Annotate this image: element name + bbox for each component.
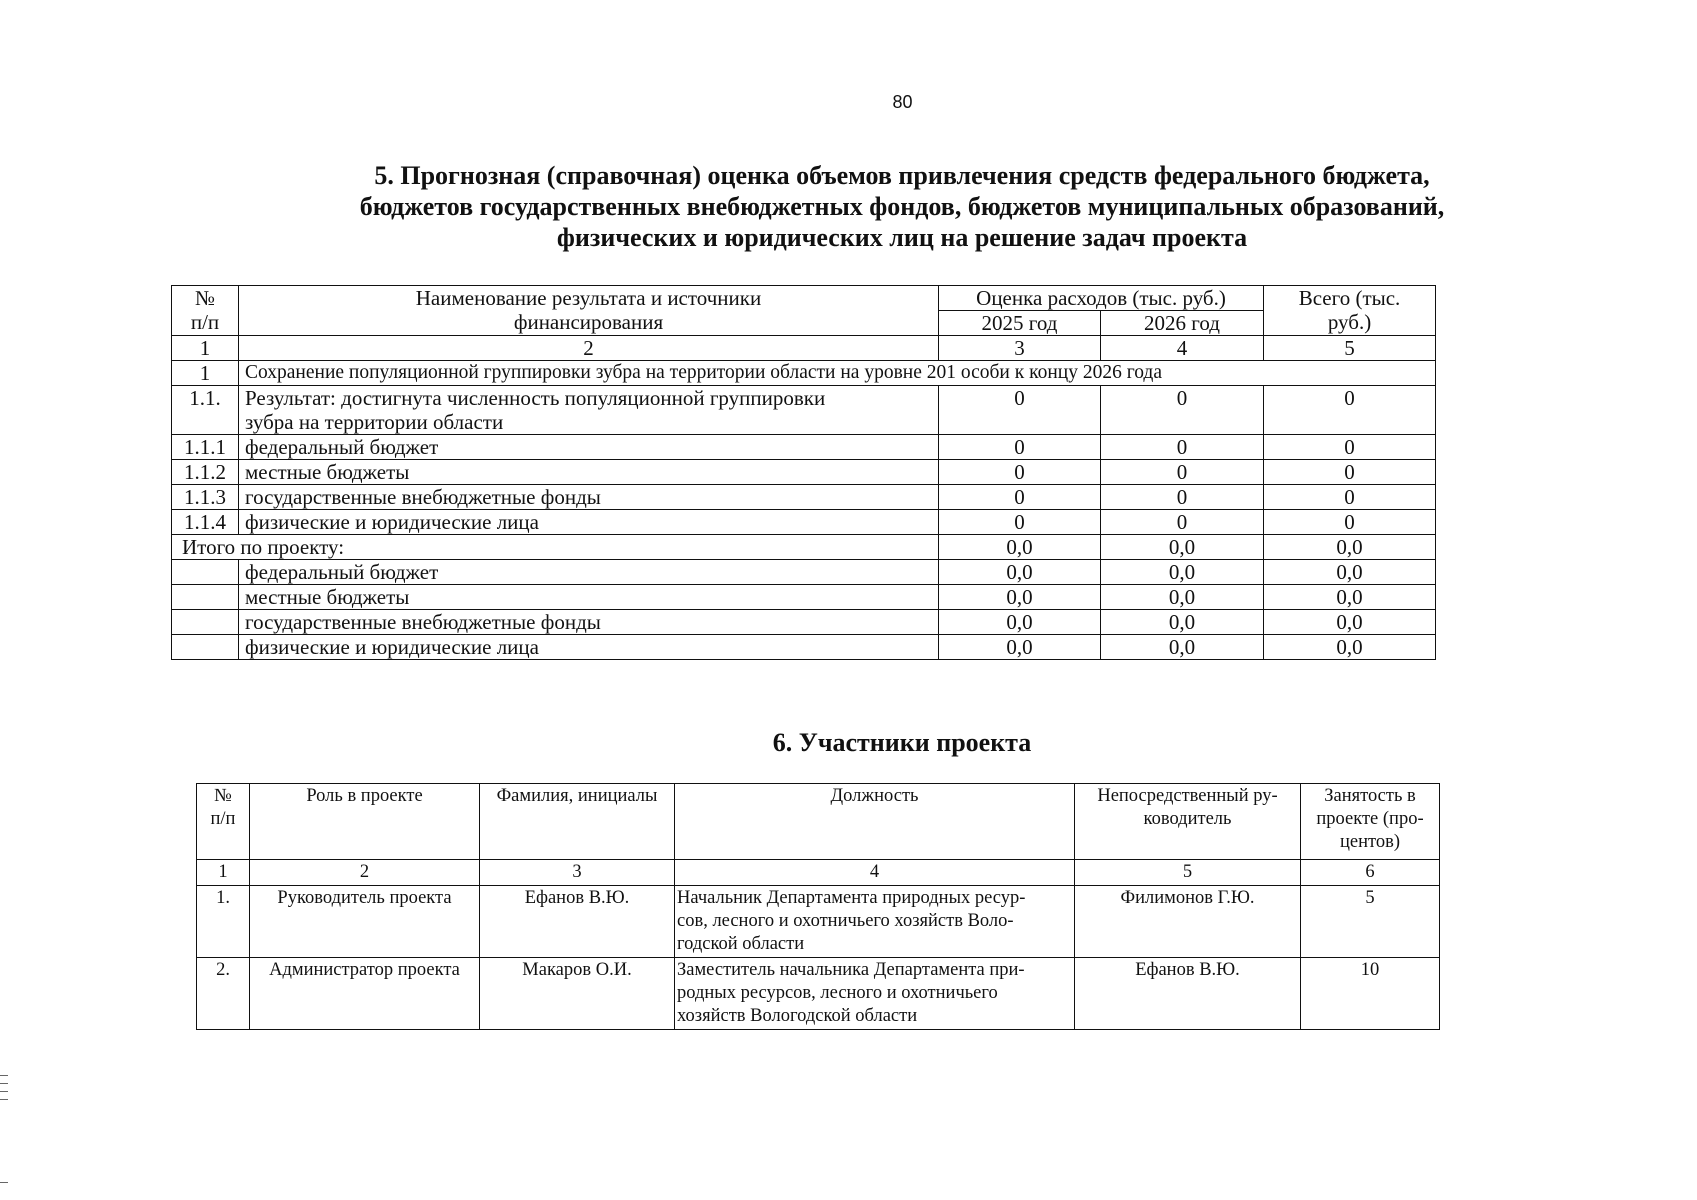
table-row [172,560,1436,585]
source-num: 1.1.4 [172,510,239,535]
funding-table [171,285,1436,660]
result-num: 1.1. [172,386,239,435]
header-total-line: Всего (тыс. [1298,286,1401,310]
total-source-name: местные бюджеты [239,585,939,610]
total-source-2025: 0,0 [939,610,1101,635]
source-total: 0 [1264,510,1436,535]
source-total: 0 [1264,485,1436,510]
section5-title-line: физических и юридических лиц на решение задач проекта [556,223,1248,252]
column-number-row [172,336,1436,361]
table-row [172,485,1436,510]
section5-title [300,160,1504,253]
result-text-line: зубра на территории области [245,410,504,434]
position-line: хозяйств Вологодской области [677,1006,918,1026]
total-total: 0,0 [1264,535,1436,560]
empty-cell [172,585,239,610]
header-employment-line: центов) [1340,832,1400,852]
column-number: 1 [172,336,239,361]
header-total-line: руб.) [1327,310,1372,334]
task-row [172,361,1436,386]
table-row [197,958,1440,1030]
position-line: Начальник Департамента природных ресур- [677,888,1026,908]
source-2025: 0 [939,460,1101,485]
total-source-2026: 0,0 [1101,610,1264,635]
section6-title: 6. Участники проекта [772,728,1032,757]
result-text-line: Результат: достигнута численность популяционной группировки [245,386,826,410]
source-total: 0 [1264,435,1436,460]
page-number: 80 [892,92,913,112]
empty-cell [172,635,239,660]
scan-margin-mark [0,1075,8,1076]
source-num: 1.1.2 [172,460,239,485]
source-2026: 0 [1101,485,1264,510]
source-total: 0 [1264,460,1436,485]
header-total [1264,286,1436,336]
position-line: годской области [677,934,805,954]
total-label: Итого по проекту: [172,535,939,560]
result-2026: 0 [1101,386,1264,435]
header-supervisor [1075,784,1301,860]
column-number: 3 [480,860,675,886]
header-year-2025: 2025 год [939,311,1101,336]
table-row [172,510,1436,535]
column-number: 5 [1264,336,1436,361]
source-2026: 0 [1101,435,1264,460]
total-source-name: физические и юридические лица [239,635,939,660]
task-text: Сохранение популяционной группировки зубра на территории области на уровне 201 особи к концу 2026 года [239,361,1436,386]
column-number: 1 [197,860,250,886]
source-2026: 0 [1101,460,1264,485]
source-name: федеральный бюджет [239,435,939,460]
table-header-row [172,286,1436,311]
total-source-2026: 0,0 [1101,585,1264,610]
position-line: сов, лесного и охотничьего хозяйств Воло- [677,911,1014,931]
source-name: местные бюджеты [239,460,939,485]
result-row [172,386,1436,435]
header-name [239,286,939,336]
participant-supervisor: Филимонов Г.Ю. [1075,886,1301,958]
header-name: Фамилия, инициалы [480,784,675,860]
header-num-line: № [194,286,216,310]
result-text [239,386,939,435]
participants-table [196,783,1440,1030]
participant-num: 1. [197,886,250,958]
table-row [172,460,1436,485]
header-employment-line: Занятость в [1324,786,1416,806]
header-employment [1301,784,1440,860]
column-number: 4 [1101,336,1264,361]
result-total: 0 [1264,386,1436,435]
table-row [197,886,1440,958]
total-source-2025: 0,0 [939,585,1101,610]
scan-margin-mark [0,1091,8,1092]
table-row [172,610,1436,635]
participant-position [675,958,1075,1030]
participant-employment: 5 [1301,886,1440,958]
total-row [172,535,1436,560]
source-2025: 0 [939,485,1101,510]
column-number: 6 [1301,860,1440,886]
column-number: 3 [939,336,1101,361]
total-source-name: государственные внебюджетные фонды [239,610,939,635]
participant-position [675,886,1075,958]
column-number: 2 [250,860,480,886]
table-header-row [197,784,1440,860]
participant-name: Ефанов В.Ю. [480,886,675,958]
empty-cell [172,610,239,635]
total-2025: 0,0 [939,535,1101,560]
total-source-2026: 0,0 [1101,560,1264,585]
table-row [172,635,1436,660]
source-num: 1.1.1 [172,435,239,460]
header-estimate: Оценка расходов (тыс. руб.) [939,286,1264,311]
header-num-line: п/п [210,809,236,829]
header-employment-line: проекте (про- [1316,809,1424,829]
participant-name: Макаров О.И. [480,958,675,1030]
header-name-line: Наименование результата и источники [415,286,762,310]
column-number-row [197,860,1440,886]
header-role: Роль в проекте [250,784,480,860]
source-name: физические и юридические лица [239,510,939,535]
source-num: 1.1.3 [172,485,239,510]
task-num: 1 [172,361,239,386]
participant-supervisor: Ефанов В.Ю. [1075,958,1301,1030]
participant-employment: 10 [1301,958,1440,1030]
position-line: Заместитель начальника Департамента при- [677,960,1025,980]
column-number: 4 [675,860,1075,886]
total-source-total: 0,0 [1264,560,1436,585]
section5-title-line: 5. Прогнозная (справочная) оценка объемов привлечения средств федерального бюджета, [374,161,1430,190]
header-supervisor-line: ководитель [1143,809,1232,829]
participant-num: 2. [197,958,250,1030]
header-position: Должность [675,784,1075,860]
header-num [172,286,239,336]
empty-cell [172,560,239,585]
source-name: государственные внебюджетные фонды [239,485,939,510]
source-2025: 0 [939,435,1101,460]
total-source-2025: 0,0 [939,635,1101,660]
total-source-2026: 0,0 [1101,635,1264,660]
position-line: родных ресурсов, лесного и охотничьего [677,983,998,1003]
result-2025: 0 [939,386,1101,435]
header-year-2026: 2026 год [1101,311,1264,336]
scan-margin-mark [0,1099,8,1100]
scan-margin-mark [0,1182,8,1183]
scan-margin-mark [0,1083,8,1084]
table-row [172,435,1436,460]
column-number: 2 [239,336,939,361]
table-row [172,585,1436,610]
source-2026: 0 [1101,510,1264,535]
total-source-total: 0,0 [1264,585,1436,610]
column-number: 5 [1075,860,1301,886]
source-2025: 0 [939,510,1101,535]
total-source-total: 0,0 [1264,610,1436,635]
participant-role: Администратор проекта [250,958,480,1030]
total-source-name: федеральный бюджет [239,560,939,585]
total-source-total: 0,0 [1264,635,1436,660]
header-name-line: финансирования [513,310,664,334]
total-2026: 0,0 [1101,535,1264,560]
header-num-line: № [214,786,232,806]
total-source-2025: 0,0 [939,560,1101,585]
section5-title-line: бюджетов государственных внебюджетных фондов, бюджетов муниципальных образований, [359,192,1445,221]
header-supervisor-line: Непосредственный ру- [1097,786,1278,806]
header-num-line: п/п [190,310,220,334]
participant-role: Руководитель проекта [250,886,480,958]
header-num [197,784,250,860]
